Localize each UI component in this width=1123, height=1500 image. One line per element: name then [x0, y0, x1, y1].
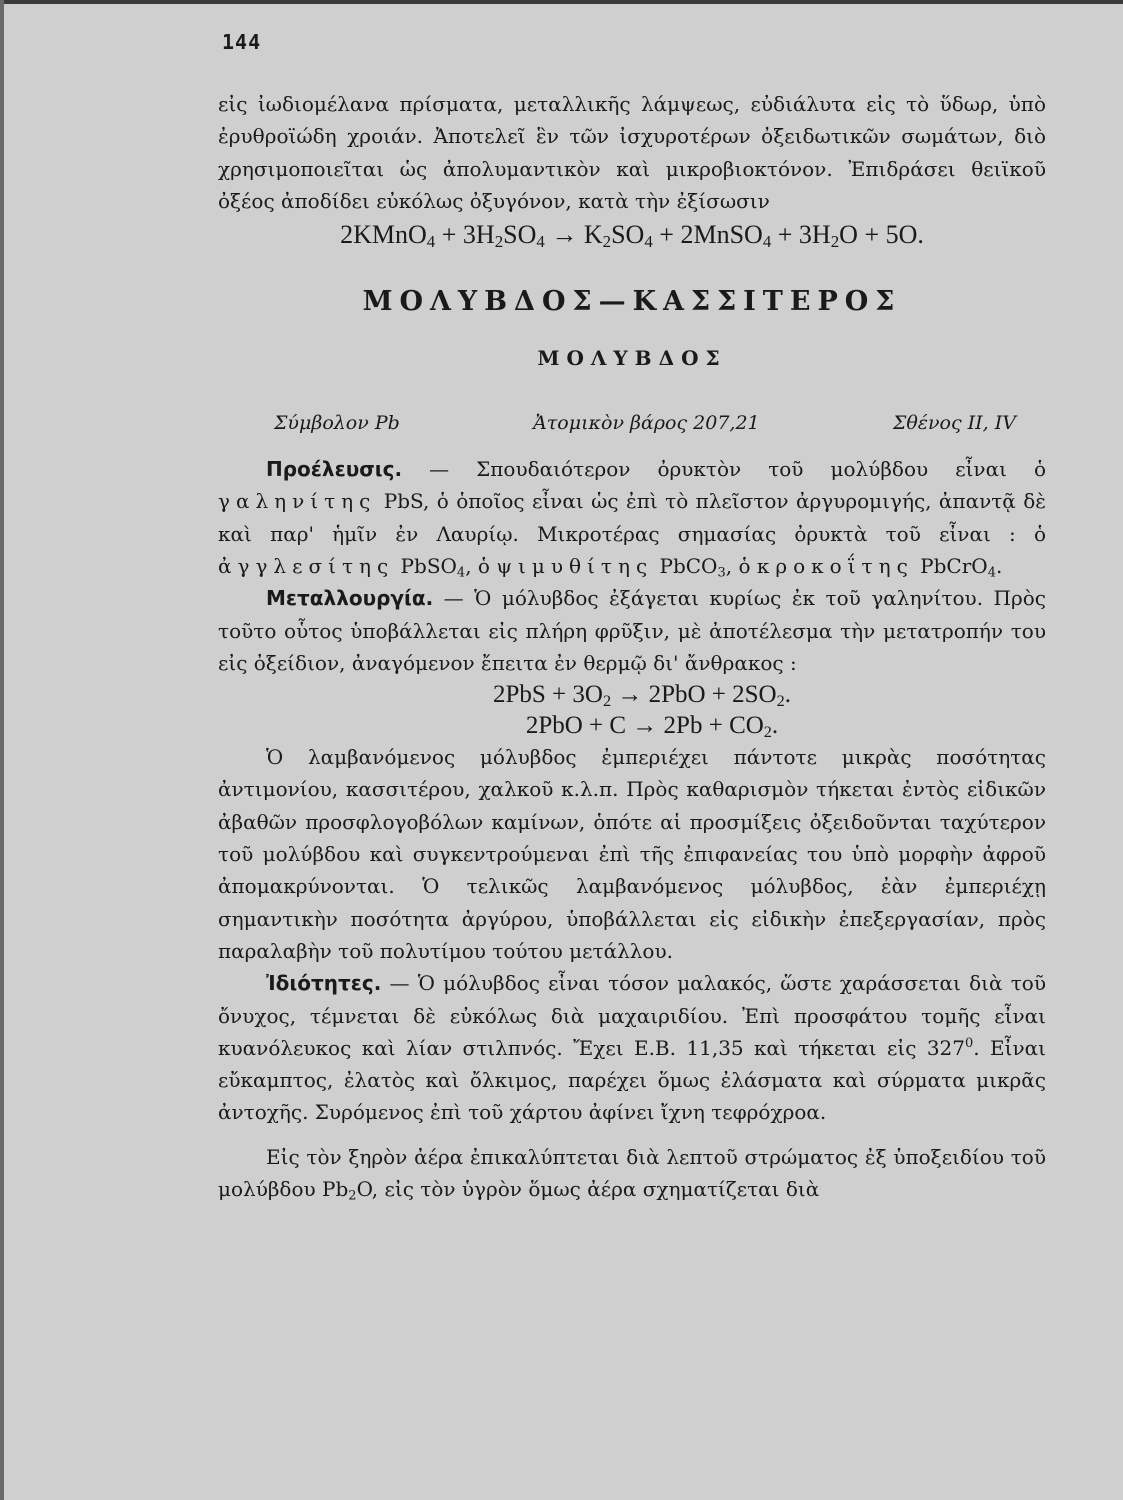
metallurgy-paragraph: Μεταλλουργία. — Ὁ μόλυβδος ἐξάγεται κυρίως ἐκ τοῦ γαληνίτου. Πρὸς τοῦτο οὗτος ὑποβάλλεται εἰς πλήρη φρῦξιν, μὲ ἀποτέλεσμα τὴν μετατροπήν του εἰς ὀξείδιον, ἀναγόμενον ἔπειτα ἐν θερμῷ δι' ἄνθρακος :: [218, 586, 1046, 675]
air-paragraph: Εἰς τὸν ξηρὸν ἀέρα ἐπικαλύπτεται διὰ λεπτοῦ στρώματος ἐξ ὑποξειδίου τοῦ μολύβδου $Pb_2O$, εἰς τὸν ὑγρὸν ὅμως ἀέρα σχηματίζεται διὰ: [218, 1144, 1046, 1204]
origin-heading: Προέλευσις.: [266, 457, 403, 482]
page-body: [218, 88, 1046, 1205]
refining-paragraph: Ὁ λαμβανόμενος μόλυβδος ἐμπεριέχει πάντοτε μικρὰς ποσότητας ἀντιμονίου, κασσιτέρου, χαλκοῦ κ.λ.π. Πρὸς καθαρισμὸν τήκεται ἐντὸς εἰδικῶν ἀβαθῶν προσφλογοβόλων καμίνων, ὁπότε αἱ προσμίξεις ὀξειδοῦνται ταχύτερον τοῦ μολύβδου καὶ συγκεντρούμεναι ἐπὶ τῆς ἐπιφανείας του ὑπὸ μορφὴν ἀφροῦ ἀπομακρύνονται. Ὁ τελικῶς λαμβανόμενος μόλυβδος, ἐὰν ἐμπεριέχῃ σημαντικὴν ποσότητα ἀργύρου, ὑποβάλλεται εἰς εἰδικὴν ἐπεξεργασίαν, πρὸς παραλαβὴν τοῦ πολυτίμου τούτου μετάλλου.: [218, 745, 1046, 963]
properties-paragraph: Ἰδιότητες. — Ὁ μόλυβδος εἶναι τόσον μαλακός, ὥστε χαράσσεται διὰ τοῦ ὄνυχος, τέμνεται δὲ εὐκόλως διὰ μαχαιριδίου. Ἐπὶ προσφάτου τομῆς εἶναι κυανόλευκος καὶ λίαν στιλπνός. Ἔχει Ε.Β. 11,35 καὶ τήκεται εἰς $327^0$. Εἶναι εὔκαμπτος, ἐλατὸς καὶ ὄλκιμος, παρέχει ὅμως ἐλάσματα καὶ σύρματα μικρᾶς ἀντοχῆς. Συρόμενος ἐπὶ τοῦ χάρτου ἀφίνει ἴχνη τεφρόχροα.: [218, 971, 1046, 1125]
metallurgy-heading: Μεταλλουργία.: [266, 586, 434, 611]
continuation-paragraph: εἰς ἰωδιομέλανα πρίσματα, μεταλλικῆς λάμψεως, εὐδιάλυτα εἰς τὸ ὕδωρ, ὑπὸ ἐρυθροϊώδη χροιάν. Ἀποτελεῖ ἓν τῶν ἰσχυροτέρων ὀξειδωτικῶν σωμάτων, διὸ χρησιμοποιεῖται ὡς ἀπολυμαντικὸν καὶ μικροβιοκτόνον. Ἐπιδράσει θειϊκοῦ ὀξέος ἀποδίδει εὐκόλως ὀξυγόνον, κατὰ τὴν ἐξίσωσιν: [218, 92, 1046, 213]
chapter-title: ΜΟΛΥΒΔΟΣ—ΚΑΣΣΙΤΕΡΟΣ: [362, 286, 902, 318]
page-number: 144: [222, 30, 262, 54]
equation-roasting: $2PbS + 3O_2 \to 2PbO + 2SO_2$.: [493, 681, 791, 711]
equation-reduction: $2PbO + C \to 2Pb + CO_2$.: [525, 712, 779, 742]
symbol-spec: Σύμβολον Pb: [274, 411, 400, 434]
valence-spec: Σθένος II, IV: [892, 411, 1016, 434]
origin-paragraph: Προέλευσις. — Σπουδαιότερον ὀρυκτὸν τοῦ μολύβδου εἶναι ὁ γαληνίτης PbS, ὁ ὁποῖος εἶναι ὡς ἐπὶ τὸ πλεῖστον ἀργυρομιγής, ἀπαντᾷ δὲ καὶ παρ' ἡμῖν ἐν Λαυρίῳ. Μικροτέρας σημασίας ὀρυκτὰ τοῦ εἶναι : ὁ ἀγγλεσίτης PbSO$_4$, ὁ ψιμυθίτης PbCO$_3$, ὁ κροκοΐτης PbCrO$_4$.: [218, 457, 1046, 581]
equation-permanganate: 2KMnO$_4$ + $3H_2SO_4 \to K_2SO_4$ + 2MnSO$_4$ + $3H_2O + 5O$.: [340, 220, 924, 252]
properties-heading: Ἰδιότητες.: [266, 971, 382, 996]
atomic-weight-spec: Ἀτομικὸν βάρος 207,21: [533, 411, 760, 434]
element-specs: [218, 407, 1046, 439]
section-title: ΜΟΛΥΒΔΟΣ: [537, 346, 727, 371]
